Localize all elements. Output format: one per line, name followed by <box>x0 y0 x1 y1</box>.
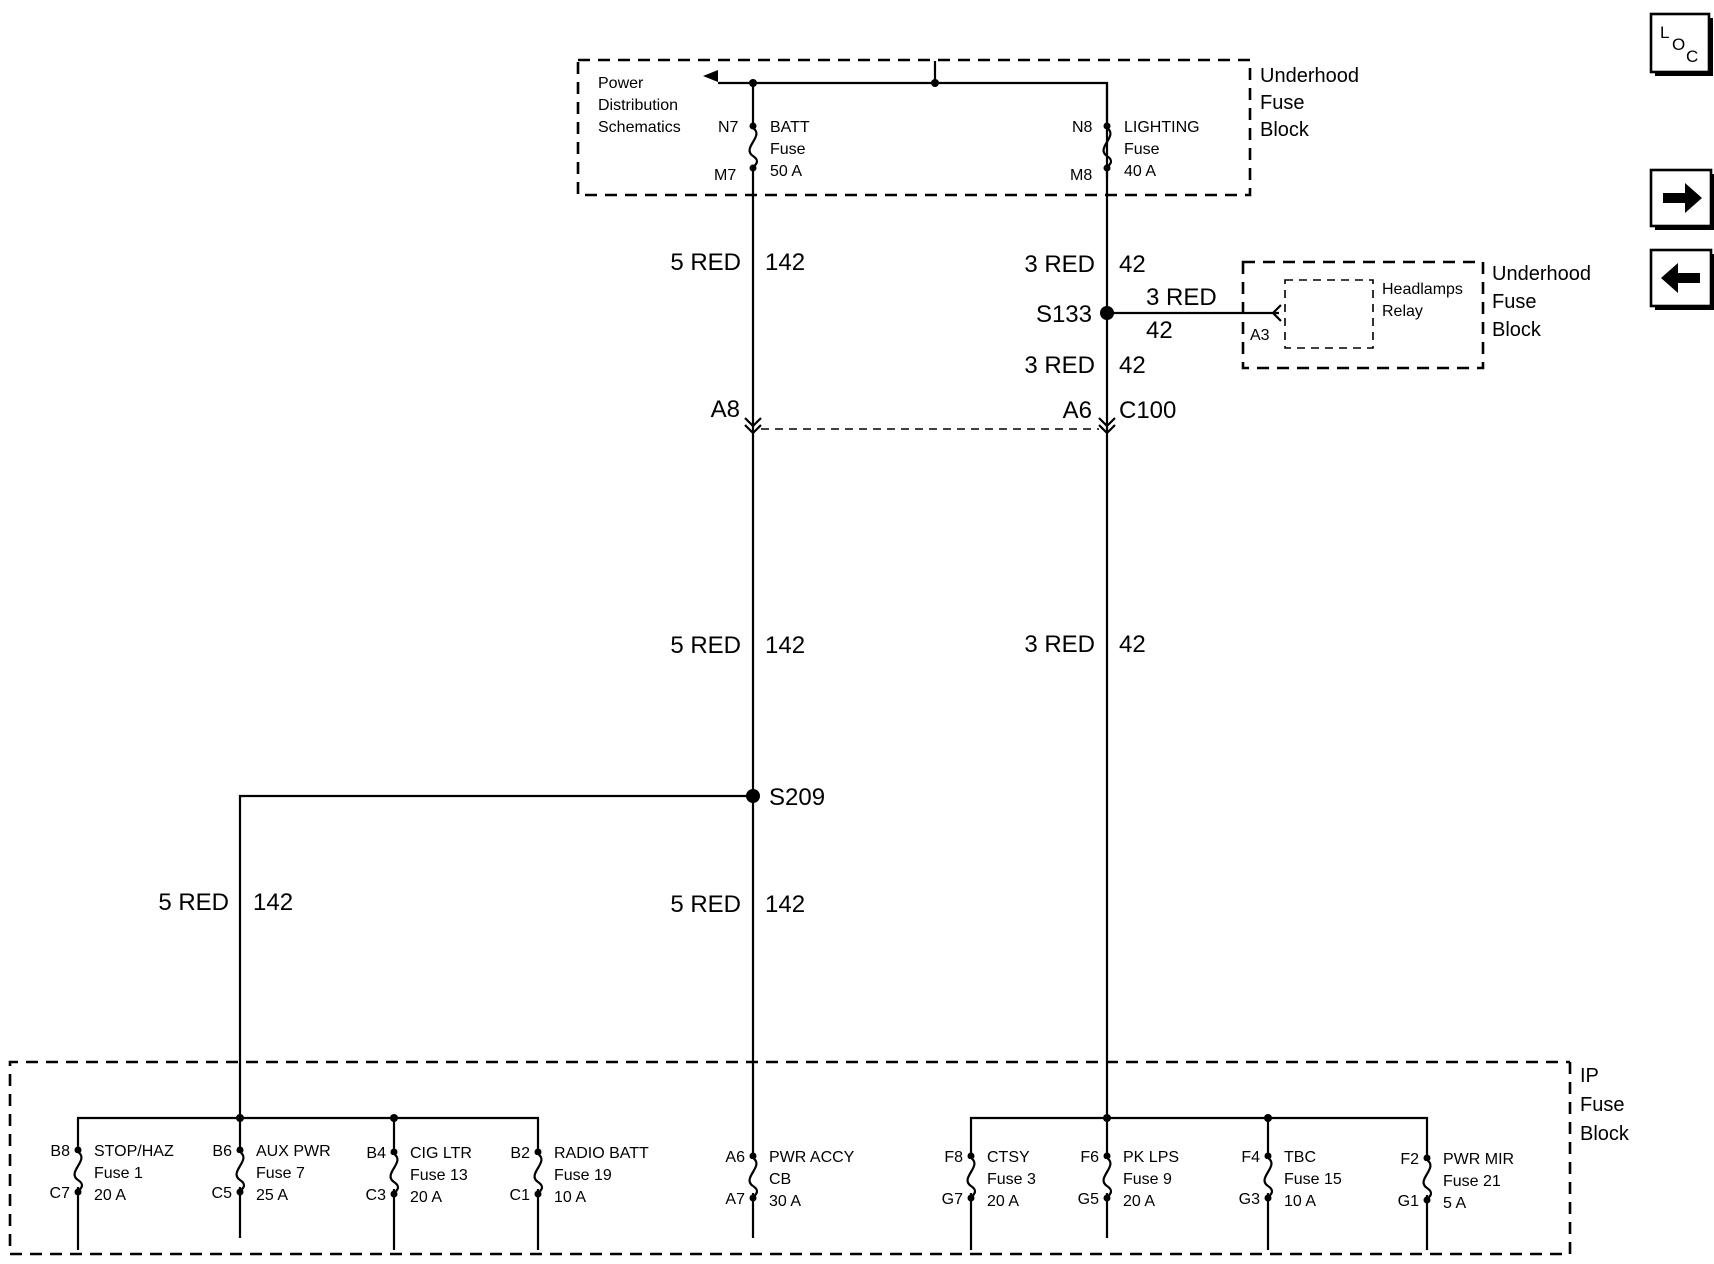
fuse-top-pin: B8 <box>50 1143 70 1160</box>
fuse-top-pin: F6 <box>1080 1149 1099 1166</box>
wire-circuit-label: 42 <box>1146 317 1173 344</box>
wire-color-label: 3 RED <box>1024 352 1095 379</box>
fuse-type: Fuse 15 <box>1284 1171 1342 1188</box>
ip-fuse <box>50 1143 174 1204</box>
connector-name: C100 <box>1119 397 1177 424</box>
loc-button[interactable] <box>1651 14 1713 76</box>
next-page-button[interactable] <box>1651 170 1714 230</box>
fuse-top-pin: B2 <box>510 1145 530 1162</box>
batt-fuse <box>714 83 810 184</box>
ip-fuse <box>1398 1151 1514 1212</box>
fuse-type: Fuse 9 <box>1123 1171 1172 1188</box>
fuse-top-pin: F8 <box>944 1149 963 1166</box>
fuse-rating: 20 A <box>410 1189 443 1206</box>
fuse-bottom-pin: A7 <box>725 1191 745 1208</box>
lighting-fuse-bottom-pin: M8 <box>1070 167 1093 184</box>
splice-s209-label: S209 <box>769 784 826 811</box>
fuse-name: PWR ACCY <box>769 1149 855 1166</box>
lighting-fuse-type: Fuse <box>1124 141 1160 158</box>
previous-page-button[interactable] <box>1651 250 1714 310</box>
wire-circuit-label: 142 <box>253 889 294 916</box>
relay-block-title-3: Block <box>1492 319 1541 341</box>
fuse-name: CIG LTR <box>410 1145 472 1162</box>
svg-text:C: C <box>1686 47 1699 66</box>
underhood-title-2: Fuse <box>1260 92 1305 114</box>
ip-block-title-2: Fuse <box>1580 1094 1625 1116</box>
batt-fuse-bottom-pin: M7 <box>714 167 737 184</box>
wire-color-label: 5 RED <box>670 249 741 276</box>
lighting-fuse <box>1070 83 1200 184</box>
ip-fuse <box>1078 1149 1179 1210</box>
wire-circuit-label: 142 <box>765 249 806 276</box>
fuse-terminal <box>1265 1195 1272 1202</box>
ip-fuse <box>942 1149 1036 1210</box>
power-distribution-label-1: Power <box>598 75 644 92</box>
fuse-bottom-pin: G3 <box>1238 1191 1260 1208</box>
batt-fuse-rating: 50 A <box>770 163 803 180</box>
wire-color-label: 5 RED <box>158 889 229 916</box>
wire-color-label: 3 RED <box>1146 284 1217 311</box>
fuse-bottom-pin: C7 <box>49 1185 70 1202</box>
fuse-bottom-pin: G1 <box>1397 1193 1419 1210</box>
bus-junction <box>390 1114 398 1122</box>
fuse-top-pin: F4 <box>1241 1149 1260 1166</box>
headlamps-relay-block <box>1243 262 1591 368</box>
fuse-bottom-pin: C1 <box>509 1187 530 1204</box>
fuse-rating: 10 A <box>554 1189 587 1206</box>
power-distribution-label-3: Schematics <box>598 119 681 136</box>
wire-circuit-label: 142 <box>765 632 806 659</box>
ip-block-title-1: IP <box>1580 1065 1599 1087</box>
ip-fuse <box>1239 1149 1342 1210</box>
underhood-title-3: Block <box>1260 119 1309 141</box>
ip-fuse <box>725 1149 854 1210</box>
fuse-name: RADIO BATT <box>554 1145 649 1162</box>
lighting-fuse-name: LIGHTING <box>1124 119 1200 136</box>
batt-fuse-type: Fuse <box>770 141 806 158</box>
lighting-fuse-rating: 40 A <box>1124 163 1157 180</box>
ip-right-bus-wire <box>971 1118 1427 1250</box>
fuse-top-pin: A6 <box>725 1149 745 1166</box>
fuse-bottom-pin: G5 <box>1077 1191 1099 1208</box>
fuse-terminal <box>968 1195 975 1202</box>
wire-circuit-label: 42 <box>1119 251 1146 278</box>
wire-circuit-label: 42 <box>1119 352 1146 379</box>
fuse-bottom-pin: C3 <box>365 1187 386 1204</box>
fuse-top-pin: F2 <box>1400 1151 1419 1168</box>
splice-s133-label: S133 <box>1035 301 1092 328</box>
fuse-name: STOP/HAZ <box>94 1143 174 1160</box>
fuse-name: CTSY <box>987 1149 1030 1166</box>
fuse-name: PWR MIR <box>1443 1151 1515 1168</box>
batt-fuse-name: BATT <box>770 119 810 136</box>
bus-junction <box>236 1114 244 1122</box>
relay-block-title-1: Underhood <box>1492 263 1591 285</box>
svg-text:L: L <box>1660 23 1670 42</box>
ip-fuse <box>366 1145 472 1206</box>
relay-name-2: Relay <box>1382 303 1423 320</box>
wire-circuit-label: 142 <box>765 891 806 918</box>
power-distribution-label-2: Distribution <box>598 97 679 114</box>
wire-color-label: 3 RED <box>1024 251 1095 278</box>
fuse-type: Fuse 13 <box>410 1167 468 1184</box>
fuse-type: Fuse 3 <box>987 1171 1036 1188</box>
fuse-name: TBC <box>1284 1149 1316 1166</box>
wire-circuit-label: 42 <box>1119 631 1146 658</box>
fuse-terminal <box>1104 1195 1111 1202</box>
fuse-terminal <box>1424 1197 1431 1204</box>
wire-color-label: 5 RED <box>670 891 741 918</box>
fuse-terminal <box>391 1191 398 1198</box>
relay-name-1: Headlamps <box>1382 281 1463 298</box>
fuse-rating: 20 A <box>94 1187 127 1204</box>
lighting-fuse-top-pin: N8 <box>1072 119 1093 136</box>
ip-fuse <box>510 1145 650 1206</box>
fuse-top-pin: B4 <box>366 1145 386 1162</box>
relay-block-title-2: Fuse <box>1492 291 1537 313</box>
fuse-type: Fuse 21 <box>1443 1173 1501 1190</box>
ip-fuse <box>212 1143 331 1204</box>
underhood-fuse-block <box>578 60 1359 195</box>
fuse-name: PK LPS <box>1123 1149 1180 1166</box>
fuse-name: AUX PWR <box>256 1143 331 1160</box>
wire-color-label: 3 RED <box>1024 631 1095 658</box>
fuse-rating: 30 A <box>769 1193 802 1210</box>
relay-connector-icon <box>1265 305 1281 321</box>
bus-junction <box>931 79 939 87</box>
relay-pin-label: A3 <box>1250 327 1270 344</box>
fuse-terminal <box>237 1189 244 1196</box>
fuse-rating: 20 A <box>987 1193 1020 1210</box>
bus-junction <box>1264 1114 1272 1122</box>
fuse-bottom-pin: C5 <box>211 1185 232 1202</box>
power-distribution-arrow-icon <box>703 70 718 82</box>
fuse-top-pin: B6 <box>212 1143 232 1160</box>
fuse-rating: 5 A <box>1443 1195 1467 1212</box>
fuse-terminal <box>75 1189 82 1196</box>
ip-block-title-3: Block <box>1580 1123 1629 1145</box>
underhood-title-1: Underhood <box>1260 65 1359 87</box>
batt-fuse-top-pin: N7 <box>718 119 739 136</box>
fuse-bottom-pin: G7 <box>941 1191 963 1208</box>
fuse-type: Fuse 1 <box>94 1165 143 1182</box>
ip-left-bus-wire <box>78 1118 538 1250</box>
fuse-rating: 10 A <box>1284 1193 1317 1210</box>
fuse-type: Fuse 19 <box>554 1167 612 1184</box>
fuse-rating: 20 A <box>1123 1193 1156 1210</box>
fuse-rating: 25 A <box>256 1187 289 1204</box>
wire-color-label: 5 RED <box>670 632 741 659</box>
fuse-terminal <box>535 1191 542 1198</box>
fuse-type: CB <box>769 1171 792 1188</box>
splice-s209-branch-wire <box>240 796 753 1238</box>
connector-pin-a6: A6 <box>1062 397 1092 424</box>
fuse-type: Fuse 7 <box>256 1165 305 1182</box>
svg-text:O: O <box>1672 35 1686 54</box>
connector-pin-a8: A8 <box>710 396 740 423</box>
ip-fuse-block <box>10 1062 1630 1254</box>
bus-junction <box>1103 1114 1111 1122</box>
fuse-terminal <box>750 1195 757 1202</box>
